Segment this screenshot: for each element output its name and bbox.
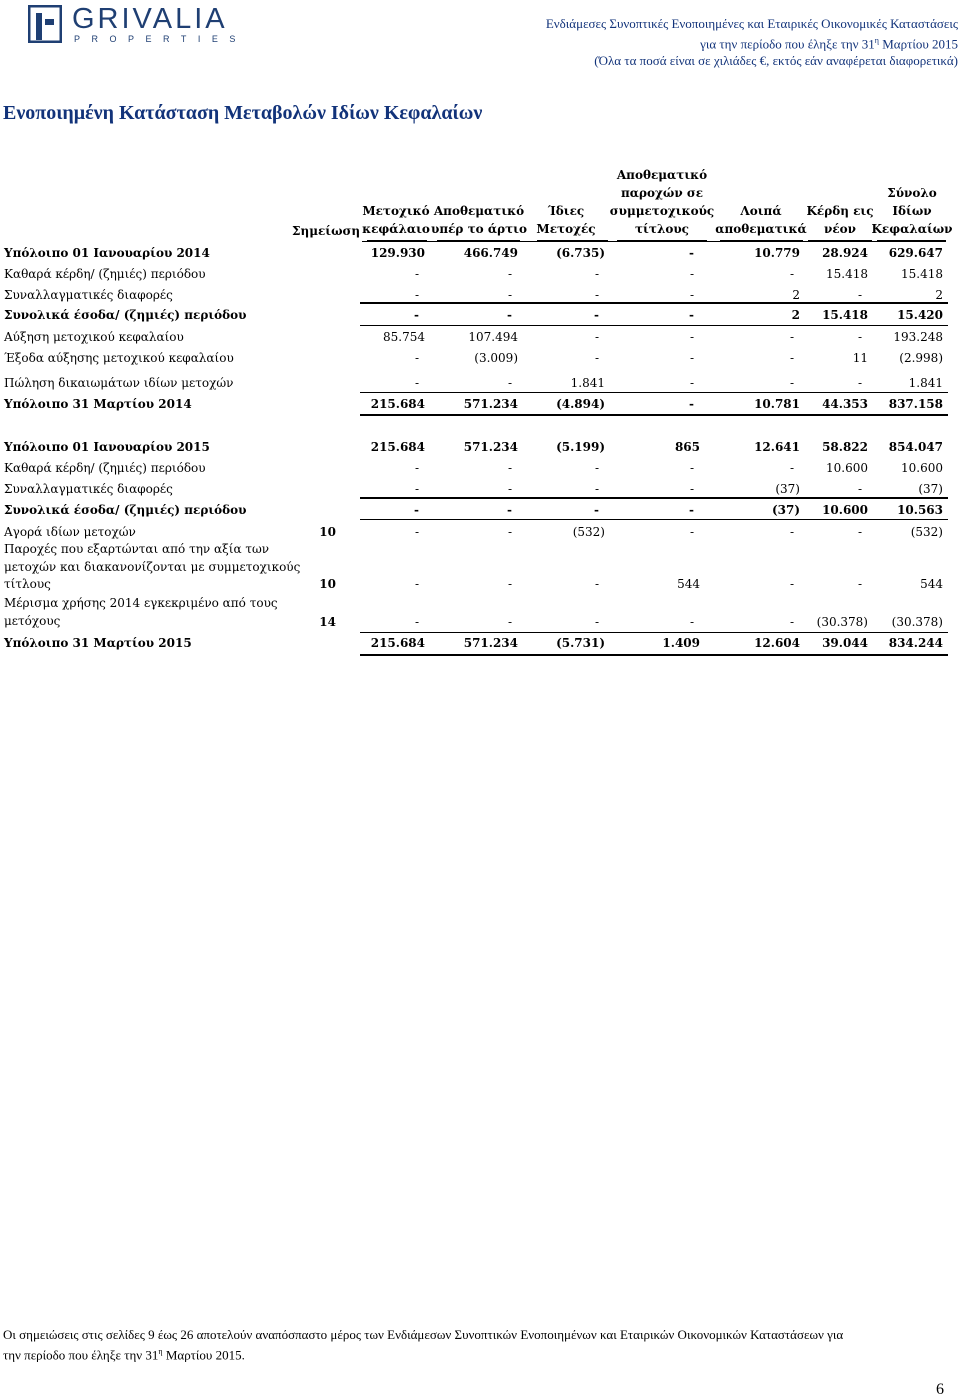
row-value: 466.749	[463, 246, 518, 260]
row-value: -	[507, 482, 512, 496]
row-value: -	[594, 288, 599, 302]
row-value: -	[507, 461, 512, 475]
row-value: 865	[674, 440, 700, 454]
column-header-share-capital: κεφάλαιο	[362, 222, 430, 236]
table-rule	[360, 519, 948, 520]
row-note: 10	[319, 525, 336, 539]
row-value: 215.684	[370, 636, 425, 650]
table-rule	[360, 497, 948, 499]
row-value: 85.754	[383, 330, 425, 344]
row-value: 2	[791, 308, 800, 322]
row-value: (2.998)	[899, 351, 943, 365]
column-header-total: Σύνολο	[887, 186, 937, 200]
row-label: Παροχές που εξαρτώνται από την αξία των	[4, 542, 270, 556]
row-value: 629.647	[888, 246, 943, 260]
column-header-reserve-plan: συμμετοχικούς	[609, 204, 715, 218]
row-value: -	[689, 397, 694, 411]
row-value: -	[507, 308, 512, 322]
table-rule	[360, 392, 948, 393]
row-value: 44.353	[822, 397, 868, 411]
row-value: (37)	[918, 482, 943, 496]
header-underline	[367, 240, 427, 241]
column-header-share-premium: υπέρ το άρτιο	[431, 222, 527, 236]
column-header-treasury: Ίδιες	[547, 204, 585, 218]
row-value: 837.158	[888, 397, 943, 411]
row-value: 571.234	[463, 440, 518, 454]
row-value: -	[594, 503, 599, 517]
row-value: 28.924	[822, 246, 868, 260]
column-header-reserve-plan: παροχών σε	[621, 186, 703, 200]
row-value: -	[414, 376, 419, 390]
row-value: 1.409	[662, 636, 700, 650]
row-label: μετοχών και διακανονίζονται με συμμετοχικούς	[4, 559, 301, 574]
row-value: -	[414, 461, 419, 475]
row-value: 15.418	[826, 267, 868, 281]
table-rule	[360, 302, 948, 304]
row-value: -	[689, 503, 694, 517]
row-label: Αύξηση μετοχικού κεφαλαίου	[4, 330, 184, 344]
row-value: -	[414, 503, 419, 517]
row-label: Συνολικά έσοδα/ (ζημιές) περιόδου	[4, 503, 247, 517]
row-value: -	[414, 351, 419, 365]
header-underline	[437, 240, 520, 241]
row-value: (4.894)	[556, 397, 605, 411]
row-value: -	[689, 288, 694, 302]
column-header-other-reserves: Λοιπά	[740, 204, 782, 218]
row-value: 10.781	[754, 397, 800, 411]
row-value: 544	[920, 577, 943, 591]
row-value: 15.418	[901, 267, 943, 281]
row-value: 1.841	[570, 376, 605, 390]
row-value: -	[789, 461, 794, 475]
row-value: 215.684	[370, 397, 425, 411]
row-value: 15.418	[822, 308, 868, 322]
table-rule	[362, 241, 946, 242]
row-value: -	[689, 351, 694, 365]
header-line-3: (Όλα τα ποσά είναι σε χιλιάδες €, εκτός εάν αναφέρεται διαφορετικά)	[594, 53, 958, 69]
header-underline	[720, 240, 803, 241]
header-line-1: Ενδιάμεσες Συνοπτικές Ενοποιημένες και Εταιρικές Οικονομικές Καταστάσεις	[545, 16, 958, 31]
row-value: -	[857, 376, 862, 390]
row-value: 571.234	[463, 636, 518, 650]
row-value: -	[507, 577, 512, 591]
column-header-share-capital: Μετοχικό	[362, 204, 430, 218]
row-value: 10.600	[826, 461, 868, 475]
header-underline	[537, 240, 608, 241]
document-header	[546, 15, 958, 69]
row-value: -	[507, 525, 512, 539]
column-header-retained: νέον	[824, 222, 856, 236]
column-header-share-premium: Αποθεματικό	[433, 204, 525, 218]
row-note: 14	[319, 615, 336, 629]
row-value: -	[789, 330, 794, 344]
row-value: -	[689, 308, 694, 322]
row-value: -	[789, 525, 794, 539]
row-value: 58.822	[822, 440, 868, 454]
row-value: (30.378)	[891, 615, 943, 629]
row-value: -	[414, 577, 419, 591]
row-value: (37)	[775, 482, 800, 496]
row-value: -	[789, 577, 794, 591]
row-value: 2	[935, 288, 943, 302]
row-value: -	[414, 308, 419, 322]
row-value: -	[689, 525, 694, 539]
column-header-retained: Κέρδη εις	[806, 204, 874, 218]
row-value: -	[689, 482, 694, 496]
row-value: (30.378)	[816, 615, 868, 629]
row-value: (6.735)	[556, 246, 605, 260]
row-value: 15.420	[897, 308, 943, 322]
row-value: -	[594, 267, 599, 281]
row-value: -	[789, 615, 794, 629]
row-value: -	[789, 267, 794, 281]
footer-note: Οι σημειώσεις στις σελίδες 9 έως 26 αποτελούν αναπόσπαστο μέρος των Ενδιάμεσων Συνοπτικών Ενοποιημένων και Εταιρικών Οικονομικών Καταστάσεων για την περίοδο που έληξε την $31^\eta$ Μαρτίου 2015.	[3, 1327, 844, 1363]
logo-name: GRIVALIA	[72, 3, 228, 35]
row-value: (37)	[771, 503, 800, 517]
row-value: -	[689, 330, 694, 344]
row-label: Υπόλοιπο 31 Μαρτίου 2015	[4, 636, 192, 650]
header-underline	[617, 240, 707, 241]
table-rule	[360, 325, 948, 326]
row-value: -	[594, 615, 599, 629]
row-value: -	[857, 330, 862, 344]
row-value: -	[507, 267, 512, 281]
row-value: 10.600	[901, 461, 943, 475]
table-rule	[360, 414, 948, 416]
row-value: 10.779	[754, 246, 800, 260]
row-value: -	[507, 288, 512, 302]
row-value: 11	[852, 351, 868, 365]
row-value: -	[594, 330, 599, 344]
row-value: (3.009)	[474, 351, 518, 365]
row-value: 834.244	[888, 636, 943, 650]
row-value: 39.044	[822, 636, 868, 650]
table-rule	[360, 654, 948, 656]
row-value: 10.563	[897, 503, 943, 517]
row-value: -	[689, 267, 694, 281]
row-value: 193.248	[893, 330, 943, 344]
row-value: -	[507, 503, 512, 517]
row-value: -	[857, 288, 862, 302]
row-value: 10.600	[822, 503, 868, 517]
header-line-2: για την περίοδο που έληξε την $31^\eta$ Μαρτίου 2015	[700, 36, 958, 52]
row-value: -	[594, 351, 599, 365]
row-value: 1.841	[908, 376, 943, 390]
row-value: -	[857, 482, 862, 496]
row-value: 12.604	[754, 636, 800, 650]
row-label: Συνολικά έσοδα/ (ζημιές) περιόδου	[4, 308, 247, 322]
column-header-other-reserves: αποθεματικά	[715, 222, 807, 236]
row-value: -	[414, 525, 419, 539]
row-value: -	[507, 376, 512, 390]
grivalia-logo	[28, 3, 247, 47]
row-value: 2	[792, 288, 800, 302]
header-underline	[808, 240, 872, 241]
row-value: -	[414, 482, 419, 496]
row-value: 571.234	[463, 397, 518, 411]
column-header-reserve-plan: Αποθεματικό	[616, 168, 708, 182]
row-value: -	[689, 461, 694, 475]
column-header-note: Σημείωση	[292, 224, 361, 238]
row-value: -	[594, 461, 599, 475]
row-label: Πώληση δικαιωμάτων ιδίων μετοχών	[4, 376, 234, 390]
row-value: -	[689, 246, 694, 260]
row-value: 12.641	[754, 440, 800, 454]
row-value: (532)	[572, 525, 605, 539]
row-label: Καθαρά κέρδη/ (ζημιές) περιόδου	[4, 461, 206, 475]
row-value: -	[414, 288, 419, 302]
row-value: 215.684	[370, 440, 425, 454]
row-label: Υπόλοιπο 01 Ιανουαρίου 2015	[4, 440, 210, 454]
row-value: -	[689, 376, 694, 390]
row-label: Υπόλοιπο 31 Μαρτίου 2014	[4, 397, 192, 411]
logo-subtitle: PROPERTIES	[74, 34, 247, 44]
row-label: Συναλλαγματικές διαφορές	[4, 482, 173, 496]
row-value: (532)	[910, 525, 943, 539]
row-label: Αγορά ιδίων μετοχών	[4, 525, 136, 539]
row-value: -	[594, 482, 599, 496]
row-value: 107.494	[468, 330, 518, 344]
row-value: -	[857, 577, 862, 591]
row-value: -	[789, 376, 794, 390]
row-value: -	[507, 615, 512, 629]
row-value: -	[414, 267, 419, 281]
row-value: -	[594, 577, 599, 591]
row-value: (5.199)	[556, 440, 605, 454]
row-label: Έξοδα αύξησης μετοχικού κεφαλαίου	[4, 351, 234, 365]
row-label: Καθαρά κέρδη/ (ζημιές) περιόδου	[4, 267, 206, 281]
page-title: Ενοποιημένη Κατάσταση Μεταβολών Ιδίων Κεφαλαίων	[3, 102, 483, 124]
column-header-total: Ιδίων	[892, 204, 932, 218]
column-header-reserve-plan: τίτλους	[634, 222, 689, 236]
row-label: τίτλους	[4, 577, 51, 591]
row-value: -	[414, 615, 419, 629]
row-label: Μέρισμα χρήσης 2014 εγκεκριμένο από τους	[4, 596, 278, 610]
row-value: -	[857, 525, 862, 539]
row-value: -	[789, 351, 794, 365]
table-rule	[360, 632, 948, 633]
column-header-total: Κεφαλαίων	[871, 222, 953, 236]
building-logo-icon	[28, 5, 62, 43]
page-number: 6	[936, 1381, 944, 1398]
row-label: Υπόλοιπο 01 Ιανουαρίου 2014	[4, 246, 210, 260]
header-underline	[877, 240, 946, 241]
row-value: -	[594, 308, 599, 322]
row-value: 129.930	[370, 246, 425, 260]
row-note: 10	[319, 577, 336, 591]
row-label: Συναλλαγματικές διαφορές	[4, 288, 173, 302]
row-value: -	[689, 615, 694, 629]
row-value: 544	[677, 577, 700, 591]
row-label: μετόχους	[4, 613, 61, 628]
column-header-treasury: Μετοχές	[536, 222, 596, 236]
row-value: (5.731)	[556, 636, 605, 650]
row-value: 854.047	[888, 440, 943, 454]
